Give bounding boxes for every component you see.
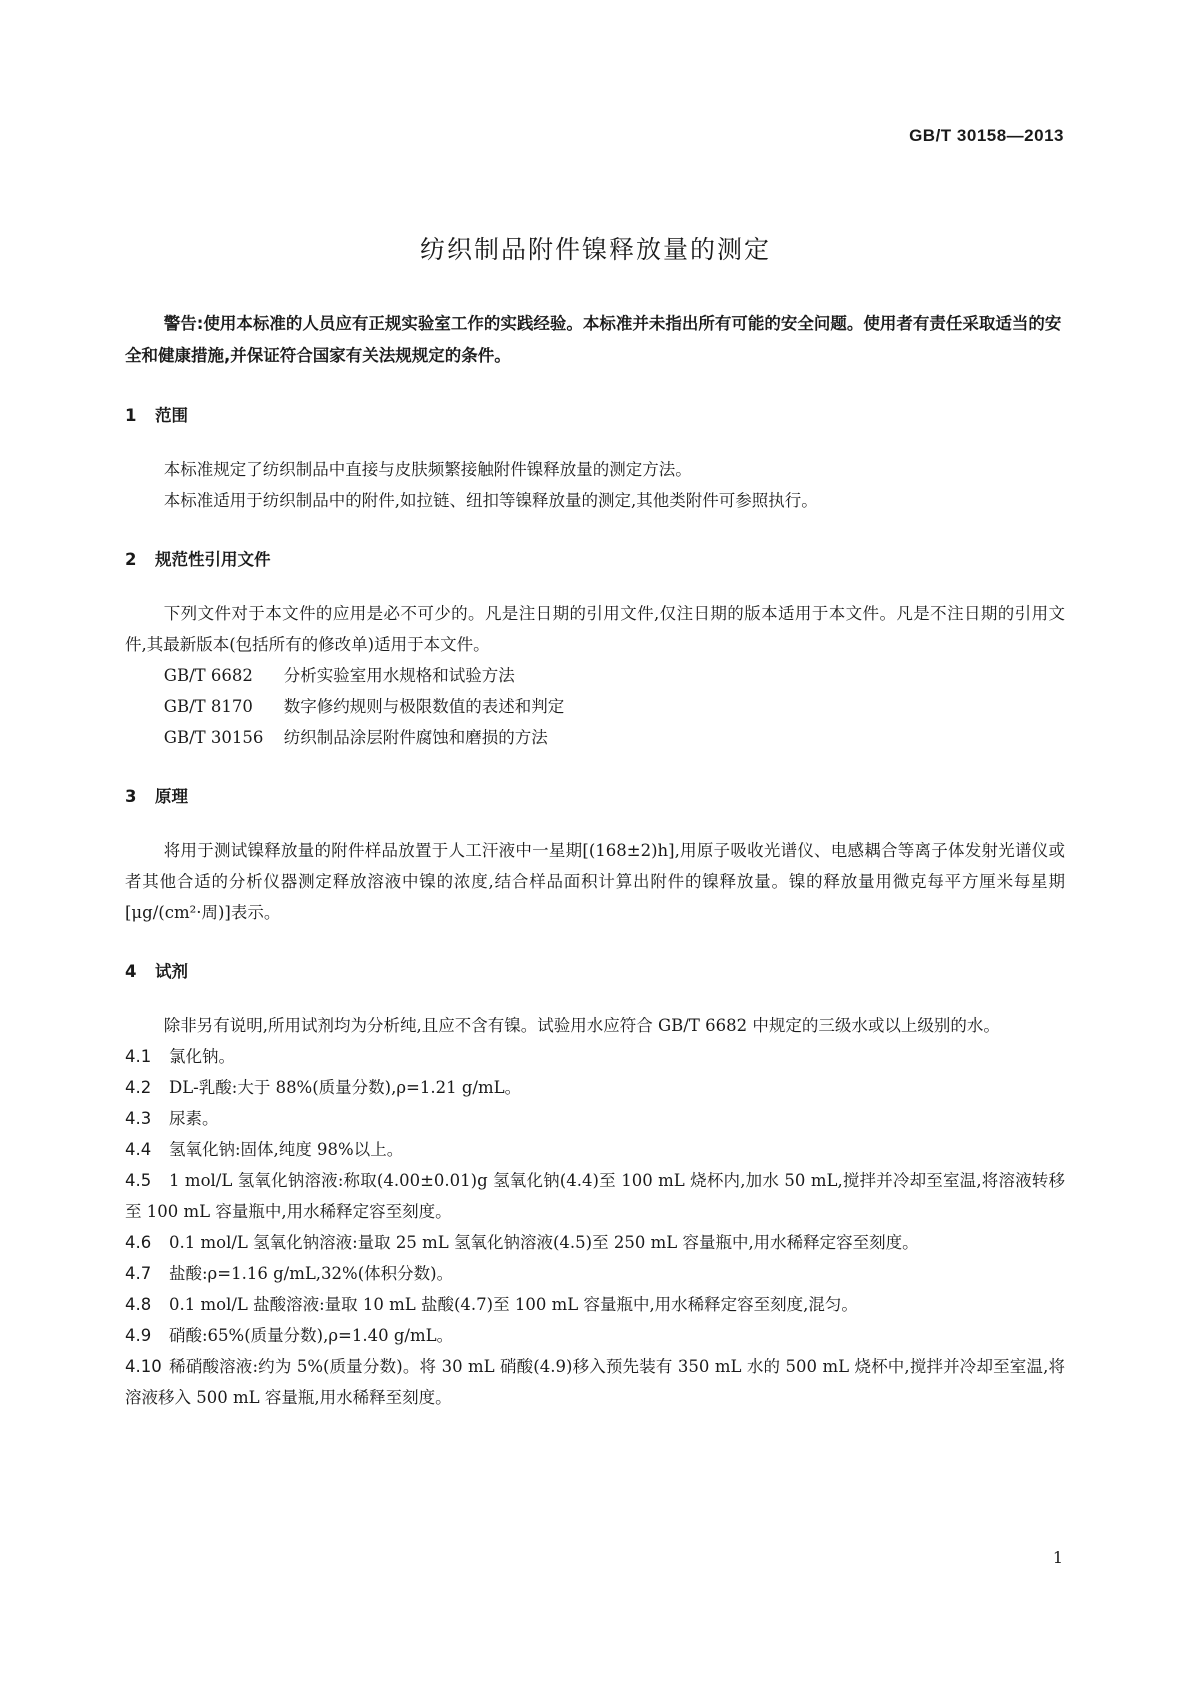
- list-item: [125, 1041, 1065, 1072]
- item-text: 1 mol/L 氢氧化钠溶液:称取(4.00±0.01)g 氢氧化钠(4.4)至 100 mL 烧杯内,加水 50 mL,搅拌并冷却至室温,将溶液转移至 100 mL 容量瓶中,用水稀释定容至刻度。: [125, 1171, 1065, 1221]
- list-item: [125, 1103, 1065, 1134]
- list-item: [125, 1258, 1065, 1289]
- page-title: 纺织制品附件镍释放量的测定: [419, 235, 771, 264]
- item-text: 尿素。: [169, 1109, 219, 1128]
- document-body: [125, 308, 1065, 1413]
- list-item: [125, 1134, 1065, 1165]
- item-number: 4.3: [125, 1109, 152, 1128]
- list-item: [125, 1227, 1065, 1258]
- list-item: [125, 1351, 1065, 1413]
- reference-title: 数字修约规则与极限数值的表述和判定: [283, 697, 565, 716]
- section-number: 1: [125, 406, 137, 425]
- item-text: 0.1 mol/L 氢氧化钠溶液:量取 25 mL 氢氧化钠溶液(4.5)至 250 mL 容量瓶中,用水稀释定容至刻度。: [169, 1233, 919, 1252]
- section-heading-principle: [125, 781, 1065, 813]
- item-number: 4.5: [125, 1171, 152, 1190]
- section-number: 2: [125, 550, 137, 569]
- item-number: 4.9: [125, 1326, 152, 1345]
- item-number: 4.10: [125, 1357, 162, 1376]
- reference-item: [125, 691, 1065, 722]
- item-number: 4.4: [125, 1140, 152, 1159]
- reference-code: GB/T 8170: [163, 697, 253, 716]
- item-text: 硝酸:65%(质量分数),ρ=1.40 g/mL。: [169, 1326, 454, 1345]
- item-number: 4.2: [125, 1078, 152, 1097]
- item-text: 氯化钠。: [169, 1047, 235, 1066]
- paragraph: 本标准适用于纺织制品中的附件,如拉链、纽扣等镍释放量的测定,其他类附件可参照执行。: [163, 491, 818, 510]
- reference-item: [125, 722, 1065, 753]
- list-item: [125, 1165, 1065, 1227]
- item-number: 4.1: [125, 1047, 152, 1066]
- section-title: 规范性引用文件: [155, 550, 271, 569]
- item-text: DL-乳酸:大于 88%(质量分数),ρ=1.21 g/mL。: [169, 1078, 522, 1097]
- section-title: 试剂: [155, 962, 188, 981]
- reference-title: 分析实验室用水规格和试验方法: [283, 666, 515, 685]
- section-heading-reagents: [125, 956, 1065, 988]
- item-number: 4.6: [125, 1233, 152, 1252]
- reference-title: 纺织制品涂层附件腐蚀和磨损的方法: [283, 728, 548, 747]
- item-text: 氢氧化钠:固体,纯度 98%以上。: [169, 1140, 404, 1159]
- item-text: 稀硝酸溶液:约为 5%(质量分数)。将 30 mL 硝酸(4.9)移入预先装有 350 mL 水的 500 mL 烧杯中,搅拌并冷却至室温,将溶液移入 500 mL 容量瓶,用水稀释至刻度。: [125, 1357, 1065, 1407]
- warning-paragraph: 警告:使用本标准的人员应有正规实验室工作的实践经验。本标准并未指出所有可能的安全问题。使用者有责任采取适当的安全和健康措施,并保证符合国家有关法规规定的条件。: [125, 314, 1062, 365]
- list-item: [125, 1320, 1065, 1351]
- item-number: 4.8: [125, 1295, 152, 1314]
- page-number: 1: [1052, 1548, 1063, 1567]
- item-text: 0.1 mol/L 盐酸溶液:量取 10 mL 盐酸(4.7)至 100 mL 容量瓶中,用水稀释定容至刻度,混匀。: [169, 1295, 858, 1314]
- document-code: GB/T 30158—2013: [909, 126, 1064, 145]
- item-number: 4.7: [125, 1264, 152, 1283]
- section-title: 原理: [155, 787, 188, 806]
- reference-item: [125, 660, 1065, 691]
- list-item: [125, 1072, 1065, 1103]
- reference-code: GB/T 6682: [163, 666, 253, 685]
- section-heading-scope: [125, 400, 1065, 432]
- paragraph: 除非另有说明,所用试剂均为分析纯,且应不含有镍。试验用水应符合 GB/T 6682 中规定的三级水或以上级别的水。: [163, 1016, 1000, 1035]
- section-number: 4: [125, 962, 137, 981]
- item-text: 盐酸:ρ=1.16 g/mL,32%(体积分数)。: [169, 1264, 454, 1283]
- paragraph: 将用于测试镍释放量的附件样品放置于人工汗液中一星期[(168±2)h],用原子吸收光谱仪、电感耦合等离子体发射光谱仪或者其他合适的分析仪器测定释放溶液中镍的浓度,结合样品面积计算出附件的镍释放量。镍的释放量用微克每平方厘米每星期[μg/(cm²·周)]表示。: [125, 841, 1065, 922]
- paragraph: 下列文件对于本文件的应用是必不可少的。凡是注日期的引用文件,仅注日期的版本适用于本文件。凡是不注日期的引用文件,其最新版本(包括所有的修改单)适用于本文件。: [125, 604, 1065, 654]
- section-title: 范围: [155, 406, 188, 425]
- section-heading-normative-references: [125, 544, 1065, 576]
- list-item: [125, 1289, 1065, 1320]
- paragraph: 本标准规定了纺织制品中直接与皮肤频繁接触附件镍释放量的测定方法。: [163, 460, 692, 479]
- section-number: 3: [125, 787, 137, 806]
- reference-code: GB/T 30156: [163, 728, 264, 747]
